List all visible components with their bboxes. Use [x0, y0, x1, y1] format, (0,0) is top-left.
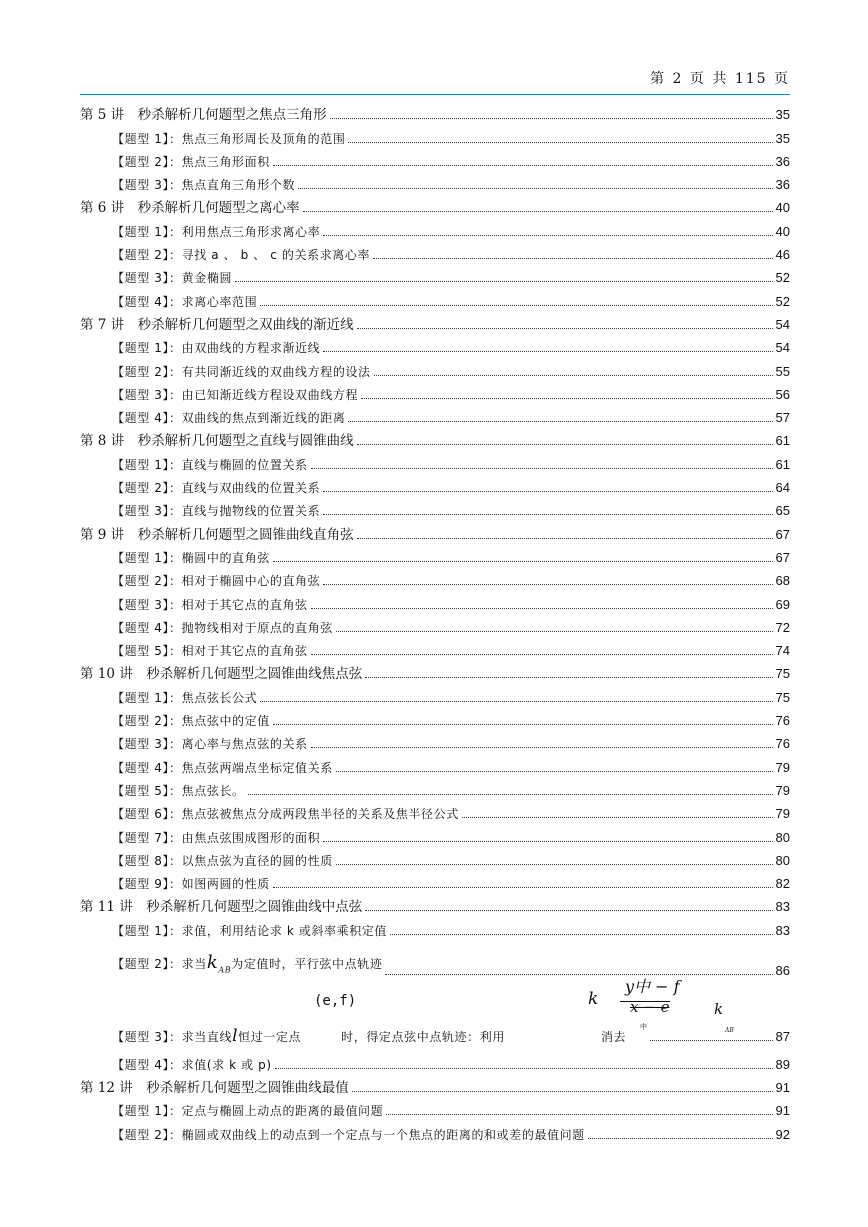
leader-dots — [336, 771, 773, 772]
leader-dots — [336, 631, 773, 632]
page-number: 36 — [775, 153, 790, 169]
page-number: 54 — [775, 316, 790, 332]
toc-entry[interactable]: 【题型 3】：离心率与焦点弦的关系 76 — [112, 736, 790, 752]
math-k-ab: $k_{AB}$ — [206, 952, 232, 975]
page-number: 68 — [775, 573, 790, 589]
leader-dots — [323, 514, 772, 515]
leader-dots — [323, 841, 772, 842]
toc-entry[interactable]: 【题型 2】：椭圆或双曲线上的动点到一个定点与一个焦点的距离的和或差的最值问题 92 — [112, 1126, 790, 1142]
page-number: 91 — [775, 1103, 790, 1119]
toc-entry[interactable]: 【题型 1】：利用焦点三角形求离心率 40 — [112, 223, 790, 239]
toc-entry[interactable]: 【题型 1】：焦点三角形周长及顶角的范围 35 — [112, 130, 790, 146]
page-number: 75 — [775, 666, 790, 682]
toc-entry[interactable]: 【题型 4】：求值(求 k 或 p) 89 — [112, 1056, 790, 1072]
leader-dots — [352, 1091, 773, 1092]
page-number: 87 — [775, 1028, 790, 1044]
toc-chapter-7[interactable]: 第 7 讲 秒杀解析几何题型之双曲线的渐近线 54 — [80, 316, 790, 333]
leader-dots — [462, 817, 773, 818]
leader-dots — [323, 351, 772, 352]
leader-dots — [298, 188, 772, 189]
toc-entry[interactable]: 【题型 4】：焦点弦两端点坐标定值关系 79 — [112, 759, 790, 775]
page-number: 52 — [775, 270, 790, 286]
leader-dots — [357, 538, 773, 539]
page-number: 72 — [775, 619, 790, 635]
leader-dots — [336, 864, 773, 865]
toc-entry[interactable]: 【题型 1】：直线与椭圆的位置关系 61 — [112, 456, 790, 472]
toc-entry[interactable]: 【题型 1】：定点与椭圆上动点的距离的最值问题 91 — [112, 1103, 790, 1119]
leader-dots — [303, 211, 773, 212]
page-number: 83 — [775, 899, 790, 915]
toc-chapter-6[interactable]: 第 6 讲 秒杀解析几何题型之离心率 40 — [80, 200, 790, 217]
leader-dots — [348, 421, 772, 422]
leader-dots — [235, 281, 772, 282]
page-number: 79 — [775, 782, 790, 798]
page-number: 75 — [775, 689, 790, 705]
toc-chapter-10[interactable]: 第 10 讲 秒杀解析几何题型之圆锥曲线焦点弦 75 — [80, 666, 790, 683]
page-number: 61 — [775, 456, 790, 472]
page-number: 76 — [775, 713, 790, 729]
page-number: 80 — [775, 852, 790, 868]
page-number: 80 — [775, 829, 790, 845]
page-number: 46 — [775, 247, 790, 263]
page-number: 36 — [775, 177, 790, 193]
leader-dots — [273, 561, 773, 562]
page-number: 67 — [775, 526, 790, 542]
leader-dots — [330, 118, 773, 119]
toc-entry[interactable]: 【题型 2】：相对于椭圆中心的直角弦 68 — [112, 573, 790, 589]
leader-dots — [273, 724, 773, 725]
page-number: 69 — [775, 596, 790, 612]
leader-dots — [311, 468, 773, 469]
toc-entry[interactable]: 【题型 4】：抛物线相对于原点的直角弦 72 — [112, 619, 790, 635]
page-number: 40 — [775, 200, 790, 216]
page-number: 61 — [775, 433, 790, 449]
toc-entry[interactable]: 【题型 2】：求当$k_{AB}$为定值时，平行弦中点轨迹 86 — [112, 952, 790, 978]
toc-entry[interactable]: 【题型 7】：由焦点弦围成图形的面积 80 — [112, 829, 790, 845]
toc-entry[interactable]: 【题型 2】：焦点三角形面积 36 — [112, 153, 790, 169]
toc-entry[interactable]: 【题型 1】：求值，利用结论求 k 或斜率乘积定值 83 — [112, 922, 790, 938]
leader-dots — [357, 328, 773, 329]
page-number: 65 — [775, 503, 790, 519]
page-number: 83 — [775, 922, 790, 938]
page-number: 40 — [775, 223, 790, 239]
leader-dots — [323, 235, 772, 236]
page-number: 89 — [775, 1056, 790, 1072]
leader-dots — [273, 165, 773, 166]
leader-dots — [248, 794, 773, 795]
page-number: 76 — [775, 736, 790, 752]
page-number: 92 — [775, 1126, 790, 1142]
toc-entry[interactable]: 【题型 9】：如图两圆的性质 82 — [112, 876, 790, 892]
toc-entry[interactable]: 【题型 5】：焦点弦长。 79 — [112, 782, 790, 798]
toc-chapter-9[interactable]: 第 9 讲 秒杀解析几何题型之圆锥曲线直角弦 67 — [80, 526, 790, 543]
leader-dots — [323, 491, 772, 492]
leader-dots — [348, 142, 772, 143]
page-number: 52 — [775, 293, 790, 309]
toc-entry[interactable]: 【题型 8】：以焦点弦为直径的圆的性质 80 — [112, 852, 790, 868]
leader-dots — [311, 747, 773, 748]
page-number-label: 第 2 页 共 115 页 — [650, 71, 790, 87]
page-number: 91 — [775, 1079, 790, 1095]
toc-entry[interactable]: 【题型 3】：相对于其它点的直角弦 69 — [112, 596, 790, 612]
page-number: 35 — [775, 130, 790, 146]
toc-entry[interactable]: 【题型 6】：焦点弦被焦点分成两段焦半径的关系及焦半径公式 79 — [112, 806, 790, 822]
header-divider — [80, 94, 790, 95]
toc-entry[interactable]: 【题型 1】：由双曲线的方程求渐近线 54 — [112, 340, 790, 356]
leader-dots — [273, 887, 773, 888]
toc-chapter-12[interactable]: 第 12 讲 秒杀解析几何题型之圆锥曲线最值 91 — [80, 1079, 790, 1096]
page-number: 55 — [775, 363, 790, 379]
page-number: 57 — [775, 410, 790, 426]
toc-entry[interactable]: 【题型 2】：寻找 a 、 b 、 c 的关系求离心率 46 — [112, 247, 790, 263]
page-number: 35 — [775, 107, 790, 123]
leader-dots — [323, 584, 772, 585]
toc-chapter-11[interactable]: 第 11 讲 秒杀解析几何题型之圆锥曲线中点弦 83 — [80, 899, 790, 916]
leader-dots — [260, 305, 772, 306]
toc-entry[interactable]: 【题型 3】：由已知渐近线方程设双曲线方程 56 — [112, 386, 790, 402]
toc-chapter-5[interactable]: 第 5 讲 秒杀解析几何题型之焦点三角形 35 — [80, 107, 790, 124]
toc-entry[interactable]: 【题型 3】：黄金椭圆 52 — [112, 270, 790, 286]
toc-entry[interactable]: 【题型 2】：直线与双曲线的位置关系 64 — [112, 480, 790, 496]
toc-chapter-8[interactable]: 第 8 讲 秒杀解析几何题型之直线与圆锥曲线 61 — [80, 433, 790, 450]
leader-dots — [588, 1138, 773, 1139]
toc-entry[interactable]: 【题型 3】：焦点直角三角形个数 36 — [112, 177, 790, 193]
toc-entry[interactable]: 【题型 1】：椭圆中的直角弦 67 — [112, 549, 790, 565]
leader-dots — [390, 934, 773, 935]
leader-dots — [365, 910, 772, 911]
toc-entry[interactable]: 【题型 2】：焦点弦中的定值 76 — [112, 713, 790, 729]
page-number: 79 — [775, 759, 790, 775]
leader-dots — [385, 974, 772, 975]
leader-dots — [361, 398, 772, 399]
page-header — [80, 68, 790, 90]
leader-dots — [275, 1068, 773, 1069]
leader-dots — [311, 608, 773, 609]
toc-entry[interactable]: (e,f) k y中 − f x − e 中 k AB 【题型 3】：求当直线l恒过一定点 时，得定点弦中点轨迹：利用 消去 87 — [80, 979, 790, 1045]
toc-entry[interactable]: 【题型 4】：求离心率范围 52 — [112, 293, 790, 309]
toc-entry[interactable]: 【题型 5】：相对于其它点的直角弦 74 — [112, 643, 790, 659]
toc-entry[interactable]: 【题型 2】：有共同渐近线的双曲线方程的设法 55 — [112, 363, 790, 379]
leader-dots — [365, 677, 772, 678]
leader-dots — [650, 1040, 772, 1041]
leader-dots — [357, 444, 773, 445]
page-number: 79 — [775, 806, 790, 822]
page-number: 82 — [775, 876, 790, 892]
leader-dots — [386, 1114, 772, 1115]
page-number: 67 — [775, 549, 790, 565]
leader-dots — [373, 258, 772, 259]
page-number: 54 — [775, 340, 790, 356]
leader-dots — [374, 375, 773, 376]
toc-entry[interactable]: 【题型 1】：焦点弦长公式 75 — [112, 689, 790, 705]
page-number: 64 — [775, 480, 790, 496]
leader-dots — [311, 654, 773, 655]
toc-entry[interactable]: 【题型 4】：双曲线的焦点到渐近线的距离 57 — [112, 410, 790, 426]
page-number: 56 — [775, 386, 790, 402]
page-number: 86 — [775, 962, 790, 978]
math-formula: (e,f) k y中 − f x − e 中 k AB — [314, 976, 734, 1034]
page-number: 74 — [775, 643, 790, 659]
toc-entry[interactable]: 【题型 3】：直线与抛物线的位置关系 65 — [112, 503, 790, 519]
leader-dots — [260, 701, 772, 702]
table-of-contents — [80, 100, 790, 1143]
